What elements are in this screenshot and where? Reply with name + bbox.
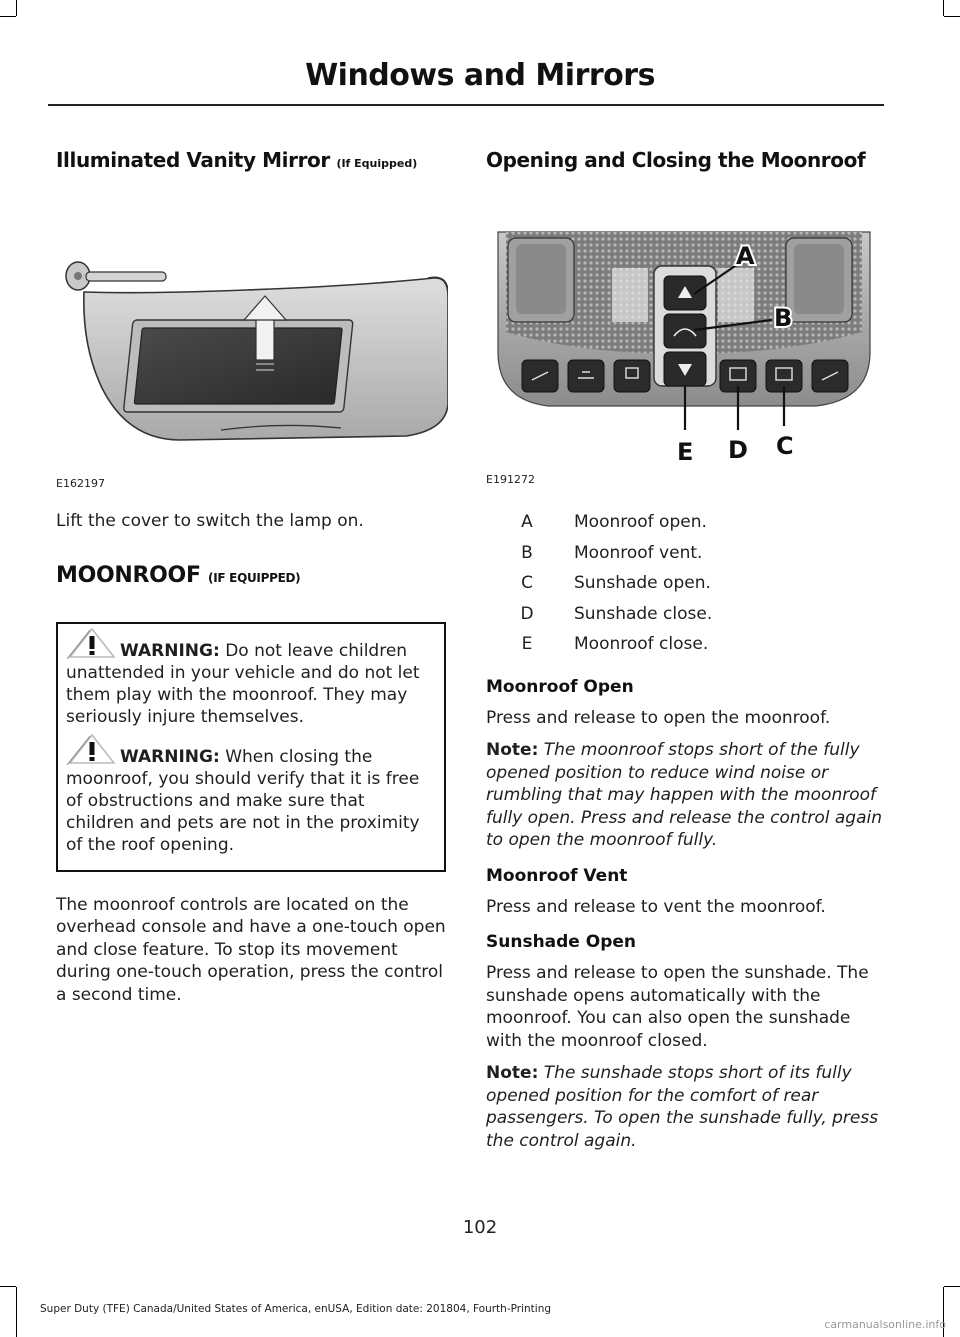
legend-row xyxy=(486,634,882,665)
crop-mark xyxy=(16,0,17,16)
legend-text: Moonroof close. xyxy=(574,634,709,654)
sun-visor-illustration xyxy=(56,178,448,468)
legend-text: Moonroof vent. xyxy=(574,542,703,563)
note-text: The moonroof stops short of the fully opened position to reduce wind noise or rumbling that may happen with the moonroof fully open. Press and release the control again to open the moonroof fully. xyxy=(486,740,883,850)
overhead-console-figure xyxy=(486,182,882,486)
callout-c: C xyxy=(776,432,794,460)
moonroof-heading-text: MOONROOF xyxy=(56,562,201,588)
crop-mark xyxy=(0,1286,16,1287)
figure-code: E162197 xyxy=(56,477,105,490)
warning-triangle-icon xyxy=(66,626,118,660)
warning-box xyxy=(56,622,446,872)
legend-row xyxy=(486,604,882,635)
figure-code: E191272 xyxy=(486,473,535,486)
sunshade-open-text: Press and release to open the sunshade. The sunshade opens automatically with the moonroof. You can also open the sunshade with the moonroof closed. xyxy=(486,963,869,1051)
warning-item xyxy=(66,746,434,856)
sunshade-open-heading: Sunshade Open xyxy=(486,932,637,952)
callout-legend xyxy=(486,512,882,665)
crop-mark xyxy=(0,16,16,17)
edition-footer: Super Duty (TFE) Canada/United States of America, enUSA, Edition date: 201804, Fourth-Printing xyxy=(40,1303,552,1315)
page-number: 102 xyxy=(462,1217,498,1238)
opening-closing-heading: Opening and Closing the Moonroof xyxy=(486,148,866,172)
note-label: Note: xyxy=(486,740,539,760)
legend-letter: E xyxy=(521,634,533,654)
page-header-title: Windows and Mirrors xyxy=(305,58,655,93)
crop-mark xyxy=(944,16,960,17)
legend-letter: B xyxy=(521,542,533,563)
moonroof-open-heading: Moonroof Open xyxy=(486,676,634,697)
vanity-mirror-figure xyxy=(56,178,448,490)
callout-e: E xyxy=(677,438,694,462)
vanity-mirror-heading xyxy=(56,148,446,172)
overhead-console-illustration xyxy=(486,182,882,462)
legend-text: Sunshade open. xyxy=(574,573,711,593)
moonroof-open-text: Press and release to open the moonroof. xyxy=(486,707,831,728)
left-column xyxy=(56,140,446,1006)
vanity-heading-text: Illuminated Vanity Mirror xyxy=(56,148,330,172)
controls-text: The moonroof controls are located on the overhead console and have a one-touch open and close feature. To stop its movement during one-touch operation, press the control a second time. xyxy=(56,894,446,1005)
legend-text: Moonroof open. xyxy=(574,512,707,532)
legend-letter: C xyxy=(521,573,533,593)
warning-label: WARNING: xyxy=(120,640,220,661)
legend-text: Sunshade close. xyxy=(574,603,713,624)
moonroof-vent-text: Press and release to vent the moonroof. xyxy=(486,896,826,917)
note-text: The sunshade stops short of its fully opened position for the comfort of rear passengers. To open the sunshade fully, press the control again. xyxy=(486,1063,879,1151)
callout-b: B xyxy=(774,304,793,332)
legend-row xyxy=(486,512,882,543)
warning-item xyxy=(66,640,434,728)
moonroof-heading-qualifier: (IF EQUIPPED) xyxy=(208,570,301,585)
vanity-heading-qualifier: (If Equipped) xyxy=(336,157,418,170)
crop-mark xyxy=(943,0,944,16)
warning-text: When closing the moonroof, you should verify that it is free of obstructions and make sure that children and pets are not in the proximity of the roof opening. xyxy=(66,746,420,855)
crop-mark xyxy=(944,1286,960,1287)
callout-a: A xyxy=(736,242,755,270)
warning-text: Do not leave children unattended in your vehicle and do not let them play with the moonroof. They may seriously injure themselves. xyxy=(66,640,420,727)
legend-letter: D xyxy=(520,603,534,624)
warning-triangle-icon xyxy=(66,732,118,766)
moonroof-vent-heading: Moonroof Vent xyxy=(486,865,628,886)
moonroof-heading xyxy=(56,563,446,588)
note-label: Note: xyxy=(486,1063,539,1083)
note-paragraph xyxy=(486,739,882,852)
legend-row xyxy=(486,543,882,574)
legend-letter: A xyxy=(521,512,533,532)
warning-label: WARNING: xyxy=(120,746,220,767)
callout-d: D xyxy=(728,436,748,462)
watermark: carmanualsonline.info xyxy=(824,1318,946,1331)
crop-mark xyxy=(16,1287,17,1337)
lift-cover-text: Lift the cover to switch the lamp on. xyxy=(56,511,364,531)
header-divider xyxy=(48,104,884,106)
note-paragraph xyxy=(486,1062,882,1152)
legend-row xyxy=(486,573,882,604)
right-column xyxy=(486,140,882,1152)
